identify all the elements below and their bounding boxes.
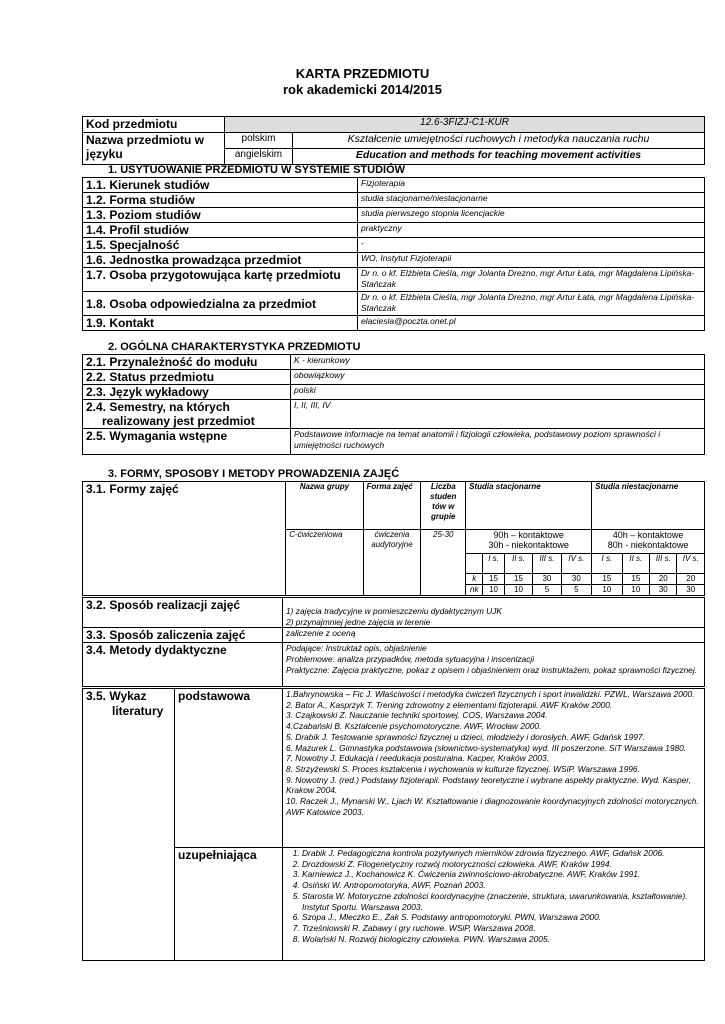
- s2-value: K - kierunkowy: [291, 355, 705, 370]
- s1-value: WO, Instytut Fizjoterapii: [358, 253, 705, 268]
- k-value: 30: [561, 574, 591, 585]
- sem-label: IV s.: [561, 554, 591, 574]
- supp-item: 5. Starosta W. Motoryczne zdolności koordynacyjne (znaczenie, struktura, uwarunkowania, kształtowanie). Instytut Sportu. Warszawa 2003.: [302, 891, 701, 912]
- nk-value: 10: [504, 585, 532, 596]
- row-nk-label: nk: [466, 585, 483, 596]
- section2-table: [82, 354, 705, 455]
- s1-label: 1.1. Kierunek studiów: [83, 178, 358, 193]
- s1-label: 1.6. Jednostka prowadząca przedmiot: [83, 253, 358, 268]
- s1-value: studia stacjonarne/niestacjonarne: [358, 193, 705, 208]
- s2-label: 2.2. Status przedmiotu: [83, 370, 291, 385]
- k-value: 20: [677, 574, 705, 585]
- sem-label: III s.: [650, 554, 677, 574]
- code-value: 12.6-3FIZJ-C1-KUR: [225, 117, 705, 133]
- basic-label: podstawowa: [175, 689, 283, 848]
- h-form: Forma zajęć: [363, 482, 421, 530]
- supp-item: 1. Drabik J. Pedagogiczna kontrola pozytywnych mierników zdrowia fizycznego. AWF, Gdańsk 2006.: [302, 848, 701, 859]
- section3-details-table: [82, 597, 705, 687]
- s2-value: I, II, III, IV: [291, 400, 705, 429]
- methods-label: 3.4. Metody dydaktyczne: [83, 643, 283, 687]
- s1-value: Fizjoterapia: [358, 178, 705, 193]
- forms-label: 3.1. Formy zajęć: [83, 482, 286, 596]
- h-stac: Studia stacjonarne: [466, 482, 592, 530]
- s1-value: -: [358, 238, 705, 253]
- s2-label: 2.4. Semestry, na których realizowany jest przedmiot: [83, 400, 291, 429]
- basic-literature: 1.Bahrynowska – Fic J. Właściwości i metodyka ćwiczeń fizycznych i sport inwalidzki. PZWL, Warszawa 2000. 2. Bator A., Kasprzyk T. Trening zdrowotny z elementami fizjoterapii. AWF Kraków 2000. 3. Czajkowski Z. Nauczanie techniki sportowej. COS, Warszawa 2004. 4.Czabański B. Kształcenie psychomotoryczne. AWF, Wrocław 2000. 5. Drabik J. Testowanie sprawności fizycznej u dzieci, młodzieży i dorosłych. AWF, Gdańsk 1997. 6. Mazurek L. Gimnastyka podstawowa (słownictwo-systematyka) wyd. III poszerzone. SiT Warszawa 1980. 7. Nowotny J. Edukacja i reedukacja posturalna. Kacper, Kraków 2003. 8. Strzyżewski S. Proces kształcenia i wychowania w kulturze fizycznej. WSiP. Warszawa 1996. 9. Nowotny J. (red.) Podstawy fizjoterapii. Podstawy teoretyczne i wybrane aspekty praktyczne. Wyd. Kasper, Krakow 2004. 10. Raczek J., Mynarski W., Ljach W. Kształtowanie i diagnozowanie koordynacyjnych zdolności motorycznych. AWF Katowice 2003.: [283, 689, 705, 848]
- k-value: 15: [622, 574, 649, 585]
- nk-value: 30: [677, 585, 705, 596]
- group-name: C-ćwiczeniowa: [286, 530, 363, 596]
- nk-value: 5: [561, 585, 591, 596]
- sem-label: I s.: [592, 554, 622, 574]
- supp-item: 4. Osiński W. Antropomotoryka, AWF, Poznań 2003.: [302, 880, 701, 891]
- s1-label: 1.2. Forma studiów: [83, 193, 358, 208]
- sem-label: III s.: [533, 554, 561, 574]
- supp-item: 8. Wolański N. Rozwój biologiczny człowieka. PWN. Warszawa 2005.: [302, 934, 701, 945]
- lang-english: angielskim: [225, 149, 293, 165]
- k-value: 15: [504, 574, 532, 585]
- s2-value: obowiązkowy: [291, 370, 705, 385]
- h-group: Nazwa grupy: [286, 482, 363, 530]
- section1-table: [82, 177, 705, 331]
- section2-title: 2. OGÓLNA CHARAKTERYSTYKA PRZEDMIOTU: [108, 341, 361, 353]
- section3-title: 3. FORMY, SPOSOBY I METODY PROWADZENIA ZAJĘĆ: [108, 468, 400, 480]
- forms-table: [82, 481, 705, 596]
- sem-label: II s.: [504, 554, 532, 574]
- methods-value: Podające: Instruktaż opis, objaśnienie Problemowe: analiza przypadków, metoda sytuacyjna i inscenizacji Praktyczne: Zajęcia praktyczne, pokaz z opisem i objaśnieniem oraz instruktażem, pokaz sprawności fizycznej.: [283, 643, 705, 687]
- lang-polish: polskim: [225, 133, 293, 149]
- supp-item: 2. Drozdowski Z. Filogenetyczny rozwój motoryczności człowieka. AWF, Kraków 1994.: [302, 859, 701, 870]
- form-name: ćwiczenia audytoryjne: [363, 530, 421, 596]
- nk-value: 30: [650, 585, 677, 596]
- literature-table: [82, 688, 705, 961]
- s2-label: 2.3. Język wykładowy: [83, 385, 291, 400]
- s2-label: 2.1. Przynależność do modułu: [83, 355, 291, 370]
- student-count: 25-30: [421, 530, 466, 596]
- supp-item: 6. Szopa J., Mleczko E., Żak S. Podstawy antropomotoryki. PWN, Warszawa 2000.: [302, 912, 701, 923]
- nk-value: 10: [592, 585, 622, 596]
- supp-item: 3. Karniewicz J., Kochanowicz K. Ćwiczenia zwinnościowo-akrobatyczne. AWF, Kraków 1991.: [302, 869, 701, 880]
- course-id-table: [82, 116, 705, 165]
- section1-title: 1. USYTUOWANIE PRZEDMIOTU W SYSTEMIE STUDIÓW: [108, 164, 406, 176]
- sem-label: II s.: [622, 554, 649, 574]
- stac-hours: 90h – kontaktowe 30h - niekontaktowe: [466, 530, 592, 554]
- h-count: Liczba studen tów w grupie: [421, 482, 466, 530]
- k-value: 20: [650, 574, 677, 585]
- s2-label: 2.5. Wymagania wstępne: [83, 429, 291, 455]
- name-english: Education and methods for teaching movement activities: [293, 149, 705, 165]
- nk-value: 5: [533, 585, 561, 596]
- sem-label: IV s.: [677, 554, 705, 574]
- s1-label: 1.9. Kontakt: [83, 316, 358, 331]
- realization-label: 3.2. Sposób realizacji zajęć: [83, 598, 283, 628]
- nk-value: 10: [483, 585, 504, 596]
- niestac-hours: 40h – kontaktowe 80h - niekontaktowe: [592, 530, 705, 554]
- name-polish: Kształcenie umiejętności ruchowych i metodyka nauczania ruchu: [293, 133, 705, 149]
- literature-label: 3.5. Wykaz literatury: [83, 689, 175, 961]
- academic-year: rok akademicki 2014/2015: [282, 82, 442, 97]
- s1-label: 1.5. Specjalność: [83, 238, 358, 253]
- k-value: 15: [592, 574, 622, 585]
- realization-value: 1) zajęcia tradycyjne w pomieszczeniu dydaktycznym UJK 2) przynajmniej jedne zajęcia w terenie: [283, 598, 705, 628]
- code-label: Kod przedmiotu: [83, 117, 225, 133]
- s1-value: praktyczny: [358, 223, 705, 238]
- s1-label: 1.8. Osoba odpowiedzialna za przedmiot: [83, 292, 358, 316]
- s2-value: Podstawowe informacje na temat anatomii i fizjologii człowieka, podstawowy poziom sprawności i umiejętności ruchowych: [291, 429, 705, 455]
- h-niestac: Studia niestacjonarne: [592, 482, 705, 530]
- s2-value: polski: [291, 385, 705, 400]
- s1-value: studia pierwszego stopnia licencjackie: [358, 208, 705, 223]
- s1-label: 1.3. Poziom studiów: [83, 208, 358, 223]
- name-label: Nazwa przedmiotu w języku: [83, 133, 225, 165]
- nk-value: 10: [622, 585, 649, 596]
- s1-value: Dr n. o kf. Elżbieta Cieśla, mgr Jolanta Drezno, mgr Artur Łata, mgr Magdalena Lipińska-Stańczak: [358, 292, 705, 316]
- credit-label: 3.3. Sposób zaliczenia zajęć: [83, 628, 283, 643]
- supplementary-literature: [283, 848, 705, 961]
- k-value: 30: [533, 574, 561, 585]
- document-title: KARTA PRZEDMIOTU: [295, 66, 430, 81]
- supp-label: uzupełniająca: [175, 848, 283, 961]
- s1-value: Dr n. o kf. Elżbieta Cieśla, mgr Jolanta Drezno, mgr Artur Łata, mgr Magdalena Lipińska-Stańczak: [358, 268, 705, 292]
- sem-label: I s.: [483, 554, 504, 574]
- row-k-label: k: [466, 574, 483, 585]
- contact-email[interactable]: elaciesla@poczta.onet.pl: [358, 316, 705, 331]
- sem-spacer: [466, 554, 483, 574]
- k-value: 15: [483, 574, 504, 585]
- s1-label: 1.7. Osoba przygotowująca kartę przedmiotu: [83, 268, 358, 292]
- s1-label: 1.4. Profil studiów: [83, 223, 358, 238]
- credit-value: zaliczenie z oceną: [283, 628, 705, 643]
- supp-item: 7. Trześniowski R. Zabawy i gry ruchowe. WSiP, Warszawa 2008.: [302, 923, 701, 934]
